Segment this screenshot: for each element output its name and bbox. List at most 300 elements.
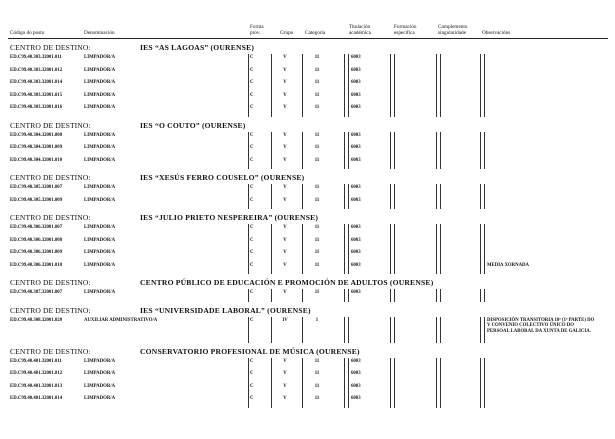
column-rule (436, 79, 437, 92)
header-codigo: Código do posto (10, 30, 45, 36)
column-rule (302, 79, 303, 92)
column-rule (394, 383, 395, 396)
denominacion: LIMPADOR/A (84, 262, 116, 268)
column-rule (248, 370, 249, 383)
column-rule (348, 395, 349, 408)
forma-prov: C (250, 67, 254, 73)
column-rule (390, 289, 391, 302)
categoria: 1 (315, 317, 319, 323)
column-rule (394, 184, 395, 197)
table-row (8, 67, 608, 80)
column-rule (480, 144, 481, 157)
column-rule (344, 184, 345, 197)
forma-prov: C (250, 132, 254, 138)
grupo: V (283, 80, 287, 85)
column-rule (271, 224, 272, 237)
table-row (8, 383, 608, 396)
table-row (8, 224, 608, 237)
section-label: CENTRO DE DESTINO: (10, 173, 91, 182)
column-rule (344, 395, 345, 408)
column-rule (390, 104, 391, 117)
column-rule (436, 370, 437, 383)
section-name: IES “AS LAGOAS” (OURENSE) (140, 43, 255, 52)
grupo: V (283, 157, 287, 163)
posto-code: ED.C99.40.401.32001.013 (10, 383, 63, 389)
column-rule (344, 237, 345, 250)
column-rule (440, 54, 441, 67)
column-rule (271, 67, 272, 80)
table-row (8, 395, 608, 408)
categoria: 11 (314, 225, 320, 230)
denominacion: LIMPADOR/A (84, 358, 116, 364)
column-rule (348, 289, 349, 302)
column-rule (348, 224, 349, 237)
column-rule (248, 383, 249, 396)
column-rule (480, 79, 481, 92)
grupo: V (283, 197, 287, 203)
section-title (8, 306, 608, 317)
denominacion: LIMPADOR/A (84, 105, 116, 110)
titulacion: 6003 (351, 358, 361, 364)
column-rule (394, 67, 395, 80)
section-title (8, 213, 608, 224)
posto-code: ED.C99.40.306.32001.010 (10, 262, 63, 268)
grupo: V (283, 145, 287, 150)
column-rule (302, 289, 303, 302)
grupo: V (283, 55, 287, 60)
column-rule (440, 358, 441, 371)
posto-code: ED.C99.40.304.32001.008 (10, 132, 63, 138)
column-rule (484, 358, 485, 371)
titulacion: 6003 (351, 80, 361, 85)
column-rule (484, 144, 485, 157)
table-row (8, 157, 608, 170)
column-rule (390, 132, 391, 145)
column-rule (248, 67, 249, 80)
section-title (8, 278, 608, 289)
forma-prov: C (250, 262, 254, 268)
column-rule (390, 92, 391, 105)
column-rule (344, 92, 345, 105)
column-rule (394, 132, 395, 145)
column-rule (484, 249, 485, 262)
forma-prov: C (250, 105, 254, 110)
column-rule (248, 132, 249, 145)
posto-code: ED.C99.40.401.32001.014 (10, 396, 63, 401)
grupo: V (283, 396, 287, 401)
section-name: IES “O COUTO” (OURENSE) (140, 120, 246, 130)
column-rule (248, 237, 249, 250)
column-rule (271, 92, 272, 105)
table-row (8, 132, 608, 145)
column-rule (271, 237, 272, 250)
section-label: CENTRO DE DESTINO: (10, 278, 91, 287)
column-rule (480, 383, 481, 396)
column-rule (348, 370, 349, 383)
column-rule (440, 237, 441, 250)
categoria: 11 (314, 92, 320, 98)
column-rule (348, 92, 349, 105)
column-rule (394, 249, 395, 262)
header-titulacion: Titulación académica (349, 24, 371, 36)
column-rule (248, 224, 249, 237)
column-rule (348, 358, 349, 371)
column-rule (480, 262, 481, 275)
column-rule (344, 54, 345, 67)
header-complemento: Complemento singularidade (438, 24, 468, 36)
column-rule (436, 104, 437, 117)
column-rule (394, 157, 395, 170)
categoria: 11 (314, 67, 320, 73)
categoria: 11 (314, 358, 320, 364)
titulacion: 6003 (351, 237, 361, 243)
titulacion: 6003 (351, 92, 361, 98)
column-rule (484, 54, 485, 67)
column-rule (440, 144, 441, 157)
column-rule (484, 157, 485, 170)
section-label: CENTRO DE DESTINO: (10, 43, 91, 52)
column-rule (302, 54, 303, 67)
column-rule (348, 237, 349, 250)
section-name: IES “JULIO PRIETO NESPEREIRA” (OURENSE) (140, 213, 319, 222)
column-rule (480, 197, 481, 210)
column-rule (394, 317, 395, 343)
column-rule (394, 237, 395, 250)
column-rule (484, 289, 485, 302)
column-rule (348, 54, 349, 67)
column-rule (480, 104, 481, 117)
grupo: V (283, 132, 287, 138)
section-name: IES “XESÚS FERRO COUSELO” (OURENSE) (140, 173, 305, 182)
column-rule (344, 317, 345, 343)
column-rule (271, 317, 272, 343)
denominacion: LIMPADOR/A (84, 396, 116, 401)
denominacion: LIMPADOR/A (84, 225, 116, 230)
column-rule (440, 383, 441, 396)
column-rule (348, 383, 349, 396)
posto-code: ED.C99.40.304.32001.009 (10, 145, 63, 150)
column-rule (302, 184, 303, 197)
section-name: CONSERVATORIO PROFESIONAL DE MÚSICA (OURENSE) (140, 346, 360, 356)
column-rule (436, 383, 437, 396)
column-rule (302, 92, 303, 105)
table-row (8, 237, 608, 250)
column-rule (394, 54, 395, 67)
column-rule (390, 79, 391, 92)
column-rule (248, 157, 249, 170)
column-rule (484, 92, 485, 105)
categoria: 11 (314, 55, 320, 60)
column-rule (436, 144, 437, 157)
posto-code: ED.C99.40.303.32001.012 (10, 67, 63, 73)
section-title (8, 173, 608, 184)
column-rule (436, 262, 437, 275)
column-rule (484, 262, 485, 275)
column-rule (436, 92, 437, 105)
table-row (8, 249, 608, 262)
column-rule (394, 197, 395, 210)
column-rule (390, 197, 391, 210)
forma-prov: C (250, 317, 254, 323)
column-rule (436, 54, 437, 67)
column-rule (302, 358, 303, 371)
grupo: V (283, 185, 287, 190)
column-rule (440, 184, 441, 197)
categoria: 11 (314, 132, 320, 138)
column-rule (390, 54, 391, 67)
column-rule (440, 197, 441, 210)
categoria: 11 (314, 396, 320, 401)
forma-prov: C (250, 157, 254, 163)
column-rule (271, 54, 272, 67)
column-rule (436, 249, 437, 262)
column-rule (394, 289, 395, 302)
column-rule (302, 224, 303, 237)
column-rule (302, 144, 303, 157)
categoria: 11 (314, 371, 320, 376)
column-rule (440, 262, 441, 275)
column-rule (302, 262, 303, 275)
denominacion: LIMPADOR/A (84, 145, 116, 150)
header-observacions: Observacións (482, 30, 511, 36)
column-rule (271, 289, 272, 302)
column-rule (344, 262, 345, 275)
posto-code: ED.C99.40.305.32001.007 (10, 185, 63, 190)
grupo: V (283, 262, 287, 268)
column-rule (248, 54, 249, 67)
denominacion: LIMPADOR/A (84, 55, 116, 60)
grupo: V (283, 67, 287, 73)
column-rule (484, 224, 485, 237)
denominacion: LIMPADOR/A (84, 80, 116, 85)
column-rule (248, 184, 249, 197)
titulacion: 6003 (351, 145, 361, 150)
column-rule (484, 383, 485, 396)
table-row (8, 197, 608, 210)
column-rule (348, 249, 349, 262)
denominacion: AUXILIAR ADMINISTRATIVO/A (84, 317, 158, 323)
titulacion: 6003 (351, 105, 361, 110)
column-rule (440, 79, 441, 92)
column-rule (302, 249, 303, 262)
column-rule (348, 104, 349, 117)
column-rule (390, 224, 391, 237)
header-forma: Forma prov. (250, 24, 264, 36)
titulacion: 6003 (351, 225, 361, 230)
denominacion: LIMPADOR/A (84, 371, 116, 376)
column-rule (480, 132, 481, 145)
categoria: 11 (314, 237, 320, 243)
posto-code: ED.C99.40.401.32001.012 (10, 371, 63, 376)
column-rule (248, 358, 249, 371)
table-row (8, 92, 608, 105)
column-rule (344, 132, 345, 145)
column-rule (436, 237, 437, 250)
forma-prov: C (250, 185, 254, 190)
column-rule (271, 132, 272, 145)
observacions: DISPOSICIÓN TRANSITORIA 10ª (1ª PARTE) DO V CONVENIO COLECTIVO ÚNICO DO PERSOAL LABORAL DA XUNTA DE GALICIA. (487, 317, 595, 334)
column-rule (302, 67, 303, 80)
grupo: V (283, 92, 287, 98)
column-rule (348, 157, 349, 170)
column-rule (480, 224, 481, 237)
column-rule (248, 317, 249, 343)
grupo: IV (282, 317, 288, 323)
header-formacion: Formación específica (394, 24, 417, 36)
column-rule (440, 289, 441, 302)
section-name: CENTRO PÚBLICO DE EDUCACIÓN E PROMOCIÓN DE ADULTOS (OURENSE) (140, 278, 434, 287)
column-rule (348, 317, 349, 343)
column-rule (440, 224, 441, 237)
section-label: CENTRO DE DESTINO: (10, 346, 91, 356)
column-rule (480, 54, 481, 67)
table-row (8, 289, 608, 302)
section-title (8, 121, 608, 132)
column-rule (302, 237, 303, 250)
column-rule (271, 79, 272, 92)
column-rule (394, 92, 395, 105)
column-rule (344, 224, 345, 237)
header-grupo: Grupo (280, 30, 294, 36)
column-rule (248, 104, 249, 117)
posto-code: ED.C99.40.303.32001.011 (10, 55, 62, 60)
column-rule (436, 157, 437, 170)
table-row (8, 54, 608, 67)
column-rule (348, 67, 349, 80)
column-rule (248, 144, 249, 157)
column-rule (390, 262, 391, 275)
titulacion: 6003 (351, 132, 361, 138)
column-rule (344, 67, 345, 80)
column-rule (440, 370, 441, 383)
posto-code: ED.C99.40.307.32001.007 (10, 290, 63, 295)
column-rule (344, 249, 345, 262)
column-rule (348, 262, 349, 275)
titulacion: 6003 (351, 197, 361, 203)
column-rule (248, 395, 249, 408)
column-rule (484, 67, 485, 80)
grupo: V (283, 383, 287, 389)
column-rule (248, 197, 249, 210)
forma-prov: C (250, 383, 254, 389)
section-label: CENTRO DE DESTINO: (10, 120, 91, 130)
column-rule (436, 197, 437, 210)
titulacion: 6003 (351, 290, 361, 295)
titulacion: 6003 (351, 262, 361, 268)
column-rule (348, 79, 349, 92)
posto-code: ED.C99.40.303.32001.015 (10, 92, 63, 98)
column-rule (394, 395, 395, 408)
column-rule (440, 104, 441, 117)
column-rule (271, 249, 272, 262)
column-rule (436, 67, 437, 80)
posto-code: ED.C99.40.304.32001.010 (10, 157, 63, 163)
column-rule (480, 92, 481, 105)
forma-prov: C (250, 290, 254, 295)
column-rule (484, 132, 485, 145)
column-rule (302, 370, 303, 383)
categoria: 11 (314, 105, 320, 110)
section-label: CENTRO DE DESTINO: (10, 305, 91, 315)
column-rule (394, 224, 395, 237)
section-title (8, 43, 608, 54)
column-rule (348, 144, 349, 157)
column-rule (302, 104, 303, 117)
column-rule (480, 67, 481, 80)
column-rule (394, 262, 395, 275)
column-rule (480, 317, 481, 343)
titulacion: 6003 (351, 185, 361, 190)
grupo: V (283, 358, 287, 364)
column-rule (440, 317, 441, 343)
posto-code: ED.C99.40.303.32001.014 (10, 80, 63, 85)
column-rule (436, 358, 437, 371)
column-rule (344, 157, 345, 170)
forma-prov: C (250, 250, 254, 255)
column-rule (302, 132, 303, 145)
column-rule (484, 395, 485, 408)
column-rule (440, 92, 441, 105)
column-rule (484, 237, 485, 250)
section-name: IES “UNIVERSIDADE LABORAL” (OURENSE) (140, 305, 311, 315)
column-rule (302, 317, 303, 343)
column-rule (390, 358, 391, 371)
document-page (8, 0, 608, 439)
column-rule (302, 157, 303, 170)
posto-code: ED.C99.40.306.32001.007 (10, 225, 63, 230)
denominacion: LIMPADOR/A (84, 67, 116, 73)
denominacion: LIMPADOR/A (84, 197, 116, 203)
section-label: CENTRO DE DESTINO: (10, 213, 91, 222)
column-rule (271, 395, 272, 408)
denominacion: LIMPADOR/A (84, 250, 116, 255)
column-rule (436, 395, 437, 408)
forma-prov: C (250, 358, 254, 364)
categoria: 11 (314, 250, 320, 255)
column-rule (394, 104, 395, 117)
column-rule (271, 262, 272, 275)
table-row (8, 262, 608, 275)
column-rule (248, 92, 249, 105)
grupo: V (283, 225, 287, 230)
forma-prov: C (250, 80, 254, 85)
column-rule (484, 184, 485, 197)
titulacion: 6003 (351, 157, 361, 163)
column-rule (271, 144, 272, 157)
forma-prov: C (250, 55, 254, 60)
column-rule (271, 157, 272, 170)
column-rule (440, 395, 441, 408)
posto-code: ED.C99.40.303.32001.016 (10, 105, 63, 110)
column-rule (348, 184, 349, 197)
grupo: V (283, 237, 287, 243)
column-rule (394, 358, 395, 371)
column-rule (484, 370, 485, 383)
column-rule (390, 249, 391, 262)
categoria: 11 (314, 197, 320, 203)
column-rule (394, 144, 395, 157)
column-rule (484, 197, 485, 210)
column-rule (440, 132, 441, 145)
categoria: 11 (314, 185, 320, 190)
grupo: V (283, 250, 287, 255)
column-rule (390, 67, 391, 80)
column-rule (480, 237, 481, 250)
titulacion: 6003 (351, 250, 361, 255)
column-rule (484, 317, 485, 343)
posto-code: ED.C99.40.306.32001.009 (10, 250, 63, 255)
posto-code: ED.C99.40.305.32001.009 (10, 197, 63, 203)
